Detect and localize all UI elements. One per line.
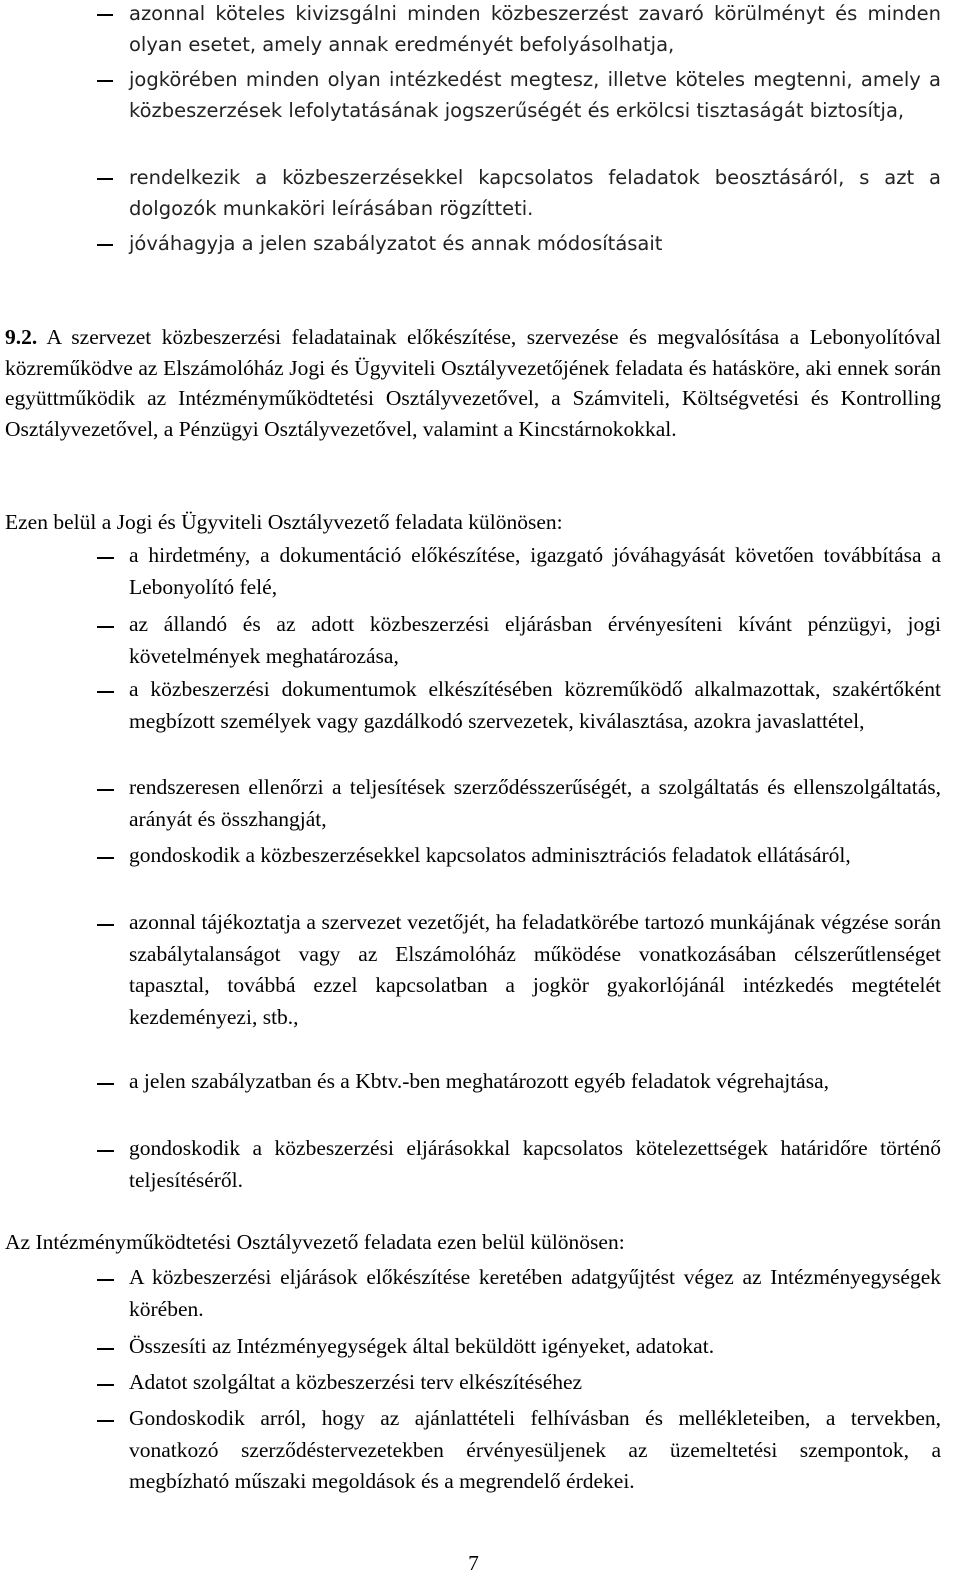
- dash-bullet-icon: [97, 1384, 114, 1386]
- jogi-duties-intro: Ezen belül a Jogi és Ügyviteli Osztályvezető feladata különösen:: [5, 510, 563, 534]
- dash-bullet-icon: [97, 1083, 114, 1085]
- dash-bullet-icon: [97, 1420, 114, 1422]
- dash-bullet-icon: [97, 557, 114, 559]
- list-item-text: gondoskodik a közbeszerzési eljárásokkal kapcsolatos kötelezettségek határidőre történő teljesítéséről.: [129, 1136, 941, 1192]
- dash-bullet-icon: [97, 80, 113, 82]
- dash-bullet-icon: [97, 924, 114, 926]
- dash-bullet-icon: [97, 789, 114, 791]
- page-number: 7: [468, 1551, 479, 1575]
- dash-bullet-icon: [97, 178, 113, 180]
- section-number: 9.2.: [5, 325, 38, 349]
- dash-bullet-icon: [97, 1279, 114, 1281]
- dash-bullet-icon: [97, 1150, 114, 1152]
- list-item-text: az állandó és az adott közbeszerzési eljárásban érvényesíteni kívánt pénzügyi, jogi követelmények meghatározása,: [129, 612, 941, 668]
- list-item-text: azonnal tájékoztatja a szervezet vezetőjét, ha feladatkörébe tartozó munkájának végzése során szabálytalanságot vagy az Elszámolóház működése vonatkozásában célszerűtlenséget tapasztal, továbbá ezzel kapcsolatban a jogkör gyakorlójánál intézkedés megtételét kezdeményezi, stb.,: [129, 910, 941, 1029]
- list-item-text: jogkörében minden olyan intézkedést megtesz, illetve köteles megtenni, amely a közbeszerzések lefolytatásának jogszerűségét és erkölcsi tisztaságát biztosítja,: [129, 68, 941, 122]
- list-item-text: a hirdetmény, a dokumentáció előkészítése, igazgató jóváhagyását követően továbbítása a Lebonyolító felé,: [129, 543, 941, 599]
- list-item-text: rendszeresen ellenőrzi a teljesítések szerződésszerűségét, a szolgáltatás és ellenszolgáltatás, arányát és összhangját,: [129, 775, 941, 831]
- list-item-text: Gondoskodik arról, hogy az ajánlattételi felhívásban és mellékleteiben, a tervekben, vonatkozó szerződéstervezetekben érvényesüljenek az üzemeltetési szempontok, a megbízható műszaki megoldások és a megrendelő érdekei.: [129, 1406, 941, 1493]
- list-item-text: rendelkezik a közbeszerzésekkel kapcsolatos feladatok beosztásáról, s azt a dolgozók munkaköri leírásában rögzítteti.: [129, 166, 941, 220]
- list-item-text: azonnal köteles kivizsgálni minden közbeszerzést zavaró körülményt és minden olyan esetet, amely annak eredményét befolyásolhatja,: [129, 2, 941, 56]
- section-text: A szervezet közbeszerzési feladatainak előkészítése, szervezése és megvalósítása a Lebonyolítóval közreműködve az Elszámolóház Jogi és Ügyviteli Osztályvezetőjének feladata és hatásköre, aki ennek során együttműködik az Intézményműködtetési Osztályvezetővel, a Számviteli, Költségvetési és Kontrolling Osztályvezetővel, a Pénzügyi Osztályvezetővel, valamint a Kincstárnokokkal.: [5, 325, 941, 441]
- dash-bullet-icon: [97, 14, 113, 16]
- list-item-text: jóváhagyja a jelen szabályzatot és annak módosításait: [129, 232, 663, 255]
- dash-bullet-icon: [97, 244, 113, 246]
- dash-bullet-icon: [97, 1348, 114, 1350]
- section-9-2-paragraph: [5, 322, 941, 444]
- intezmeny-duties-intro: Az Intézményműködtetési Osztályvezető feladata ezen belül különösen:: [5, 1230, 625, 1254]
- list-item-text: A közbeszerzési eljárások előkészítése keretében adatgyűjtést végez az Intézményegységek körében.: [129, 1265, 941, 1321]
- list-item-text: gondoskodik a közbeszerzésekkel kapcsolatos adminisztrációs feladatok ellátásáról,: [129, 843, 851, 867]
- dash-bullet-icon: [97, 857, 114, 859]
- list-item-text: Adatot szolgáltat a közbeszerzési terv elkészítéséhez: [129, 1370, 583, 1394]
- list-item-text: Összesíti az Intézményegységek által beküldött igényeket, adatokat.: [129, 1334, 715, 1358]
- dash-bullet-icon: [97, 691, 114, 693]
- dash-bullet-icon: [97, 626, 114, 628]
- list-item-text: a jelen szabályzatban és a Kbtv.-ben meghatározott egyéb feladatok végrehajtása,: [129, 1069, 830, 1093]
- list-item-text: a közbeszerzési dokumentumok elkészítésében közreműködő alkalmazottak, szakértőként megbízott személyek vagy gazdálkodó szervezetek, kiválasztása, azokra javaslattétel,: [129, 677, 941, 733]
